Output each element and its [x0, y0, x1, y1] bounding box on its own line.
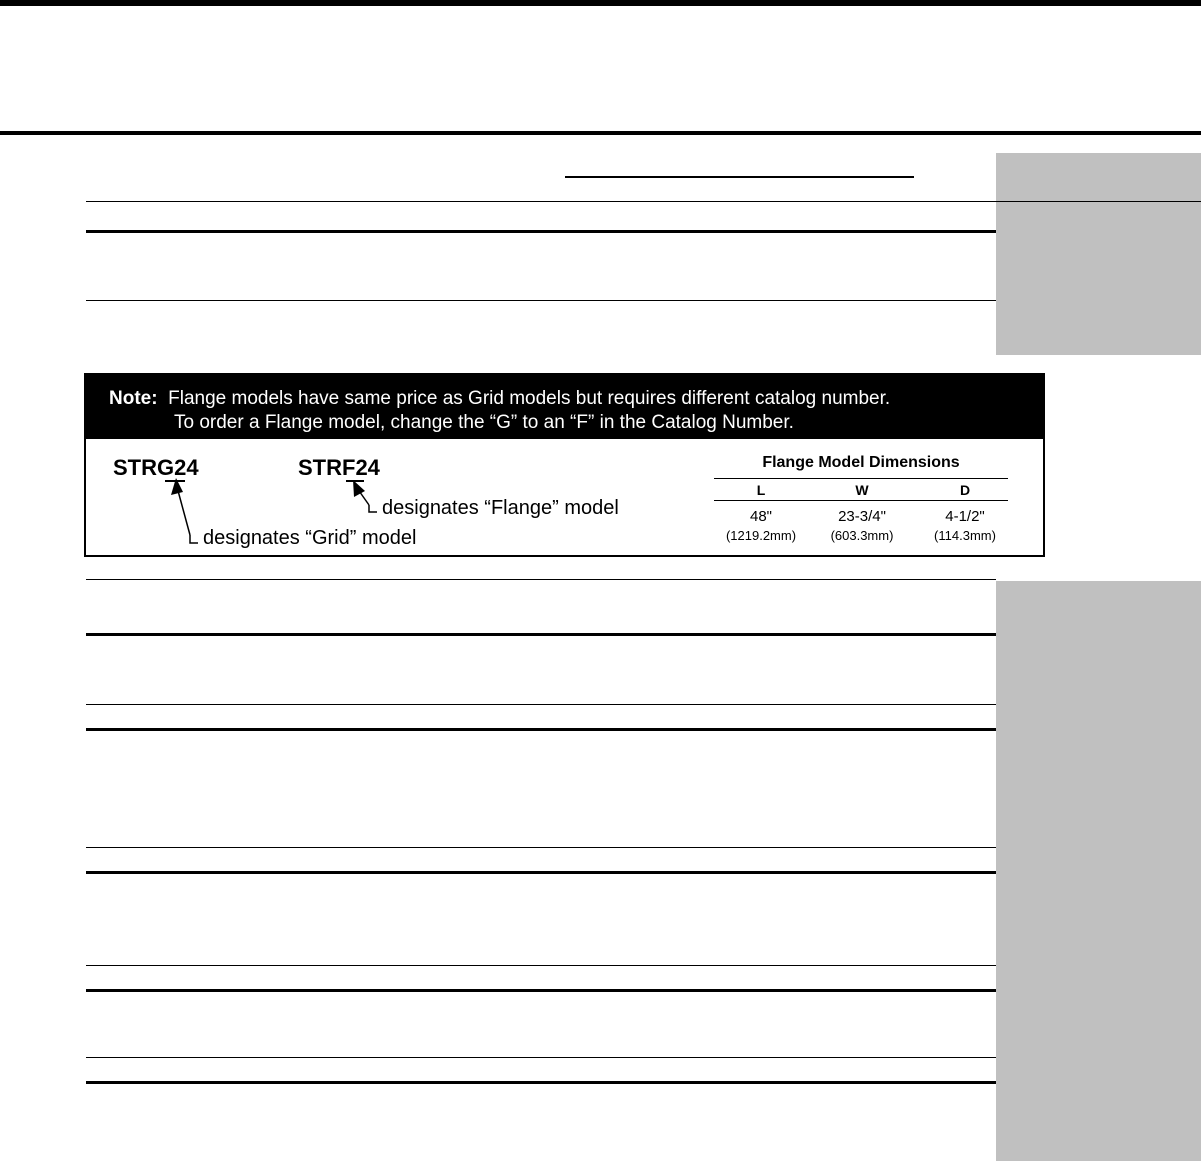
table-rule: [86, 989, 996, 992]
table-rule: [86, 300, 996, 301]
dimensions-title: Flange Model Dimensions: [762, 454, 960, 471]
table-rule: [86, 201, 1201, 202]
header-rule: [0, 131, 1201, 135]
note-label: Note:: [109, 388, 158, 409]
grid-arrow-shaft: [177, 487, 190, 535]
table-rule: [86, 1081, 996, 1084]
table-rule: [86, 847, 996, 848]
dimensions-rule: [714, 478, 1008, 479]
dim-value-w: 23-3/4": [838, 508, 886, 525]
flange-designation: designates “Flange” model: [382, 497, 619, 519]
table-rule: [86, 230, 996, 233]
table-rule: [86, 1057, 996, 1058]
table-rule: [86, 579, 996, 580]
grid-leader: [190, 535, 198, 543]
grid-designation: designates “Grid” model: [203, 527, 417, 549]
table-rule: [86, 871, 996, 874]
grid-model-number: STRG24: [113, 455, 199, 480]
dim-metric-l: (1219.2mm): [725, 528, 797, 543]
flange-note-box: [84, 373, 1045, 557]
table-rule: [86, 965, 996, 966]
side-tab-bottom: [996, 581, 1201, 1161]
top-border: [0, 0, 1201, 6]
dim-value-d: 4-1/2": [945, 508, 985, 525]
flange-arrow-head: [353, 480, 365, 497]
flange-model-number: STRF24: [298, 455, 380, 480]
title-underline: [565, 176, 914, 178]
dim-header-d: D: [959, 482, 971, 498]
dimensions-rule: [714, 500, 1008, 501]
side-tab-top: [996, 153, 1201, 355]
dim-header-w: W: [855, 482, 869, 498]
dim-metric-d: (114.3mm): [934, 528, 996, 543]
table-rule: [86, 728, 996, 731]
note-line-2: To order a Flange model, change the “G” to an “F” in the Catalog Number.: [174, 412, 794, 433]
dim-metric-w: (603.3mm): [830, 528, 894, 543]
table-rule: [86, 704, 996, 705]
dim-value-l: 48": [749, 508, 772, 525]
flange-leader: [369, 505, 377, 512]
dim-header-l: L: [756, 482, 766, 498]
table-rule: [86, 633, 996, 636]
note-text-1: Flange models have same price as Grid models but requires different catalog number.: [168, 388, 891, 409]
